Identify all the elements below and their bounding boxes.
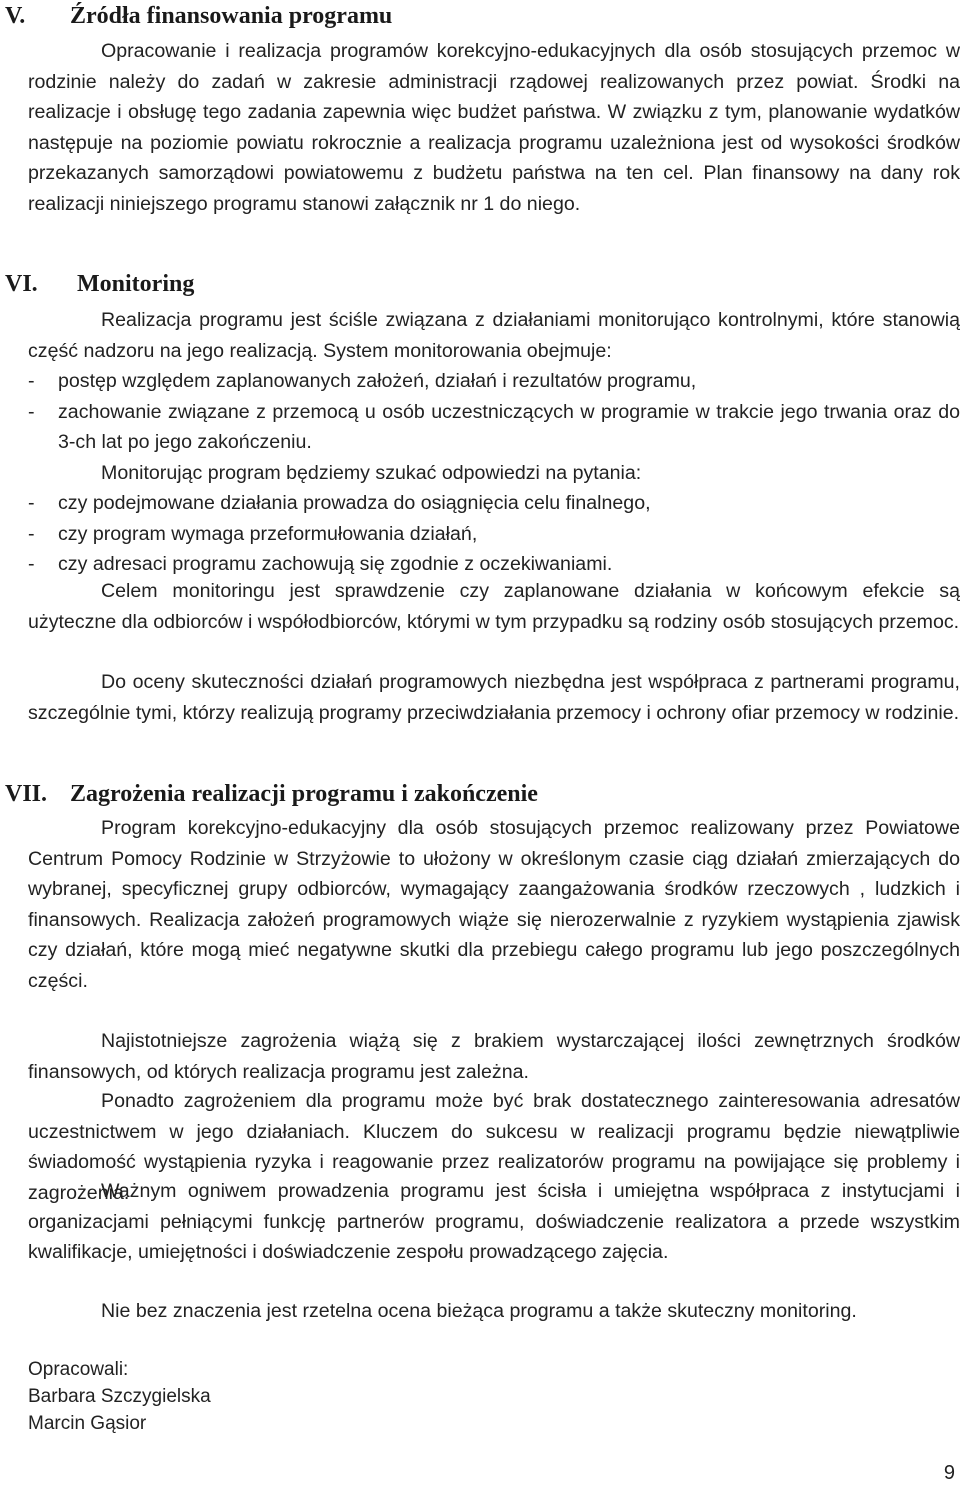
financing-paragraph: Opracowanie i realizacja programów korekcyjno-edukacyjnych dla osób stosujących przemoc w rodzinie należy do zadań w zakresie administracji rządowej realizowanych przez powiat. Środki na realizacje i obsługę tego zadania zapewnia więc budżet państwa. W związku z tym, planowanie wydatków następuje na poziomie powiatu rokrocznie a realizacja programu uzależniona jest od wysokości środków przekazanych samorządowi powiatowemu z budżetu państwa na ten cel. Plan finansowy na dany rok realizacji niniejszego programu stanowi załącznik nr 1 do niego. [28,40,960,215]
author-name: Marcin Gąsior [28,1413,147,1434]
section-title: Zagrożenia realizacji programu i zakończenie [70,781,538,807]
threats-paragraph-4: Ważnym ogniwem prowadzenia programu jest ścisła i umiejętna współpraca z instytucjami i organizacjami pełniącymi funkcję partnerów programu, doświadczenie realizatora a przede wszystkim kwalifikacje, umiejętności i doświadczenie zespołu prowadzącego zajęcia. [28,1180,960,1263]
monitoring-intro: Realizacja programu jest ściśle związana z działaniami monitorująco kontrolnymi, które stanowią część nadzoru na jego realizacją. System monitorowania obejmuje: [28,309,960,362]
threats-paragraph-2: Najistotniejsze zagrożenia wiążą się z brakiem wystarczającej ilości zewnętrznych środków finansowych, od których realizacja programu jest zależna. [28,1030,960,1083]
section-number: VII. [5,781,48,807]
section-number: V. [5,3,26,29]
authors-label: Opracowali: [28,1359,129,1380]
threats-paragraph-1: Program korekcyjno-edukacyjny dla osób stosujących przemoc realizowany przez Powiatowe Centrum Pomocy Rodzinie w Strzyżowie to ułożony w określonym czasie ciąg działań zmierzających do wybranej, specyficznej grupy odbiorców, wymagający zaangażowania środków rzeczowych , ludzkich i finansowych. Realizacja założeń programowych wiąże się nierozerwalnie z ryzykiem wystąpienia zjawisk czy działań, które mogą mieć negatywne skutki dla przebiegu całego programu lub jego poszczególnych części. [28,817,960,992]
list-item: - czy podejmowane działania prowadza do osiągnięcia celu finalnego, [28,492,651,514]
page-number: 9 [943,1462,955,1484]
section-title: Źródła finansowania programu [70,3,393,29]
list-item: - zachowanie związane z przemocą u osób uczestniczących w programie w trakcie jego trwania oraz do 3-ch lat po jego zakończeniu. [28,400,960,453]
monitoring-cooperation-paragraph: Do oceny skuteczności działań programowych niezbędna jest współpraca z partnerami programu, szczególnie tymi, którzy realizują programy przeciwdziałania przemocy i ochrony ofiar przemocy w rodzinie. [28,671,960,724]
threats-paragraph-3: Ponadto zagrożeniem dla programu może być brak dostatecznego zainteresowania adresatów uczestnictwem w jego działaniach. Kluczem do sukcesu w realizacji programu będzie niewątpliwie świadomość wystąpienia ryzyka i reagowanie przez realizatorów programu na powijające się problemy i zagrożenia. [28,1090,960,1204]
threats-paragraph-5: Nie bez znaczenia jest rzetelna ocena bieżąca programu a także skuteczny monitoring. [101,1300,857,1322]
monitoring-scope-list [28,366,960,458]
list-item: - czy adresaci programu zachowują się zgodnie z oczekiwaniami. [28,553,613,575]
section-number: VI. [5,271,38,297]
questions-intro: Monitorując program będziemy szukać odpowiedzi na pytania: [101,462,642,484]
author-name: Barbara Szczygielska [28,1386,211,1407]
list-item: - postęp względem zaplanowanych założeń, działań i rezultatów programu, [28,370,697,392]
section-title: Monitoring [77,271,195,297]
monitoring-goal-paragraph: Celem monitoringu jest sprawdzenie czy zaplanowane działania w końcowym efekcie są użyteczne dla odbiorców i współodbiorców, którymi w tym przypadku są rodziny osób stosujących przemoc. [28,580,960,633]
questions-list [28,488,960,580]
list-item: - czy program wymaga przeformułowania działań, [28,522,478,545]
